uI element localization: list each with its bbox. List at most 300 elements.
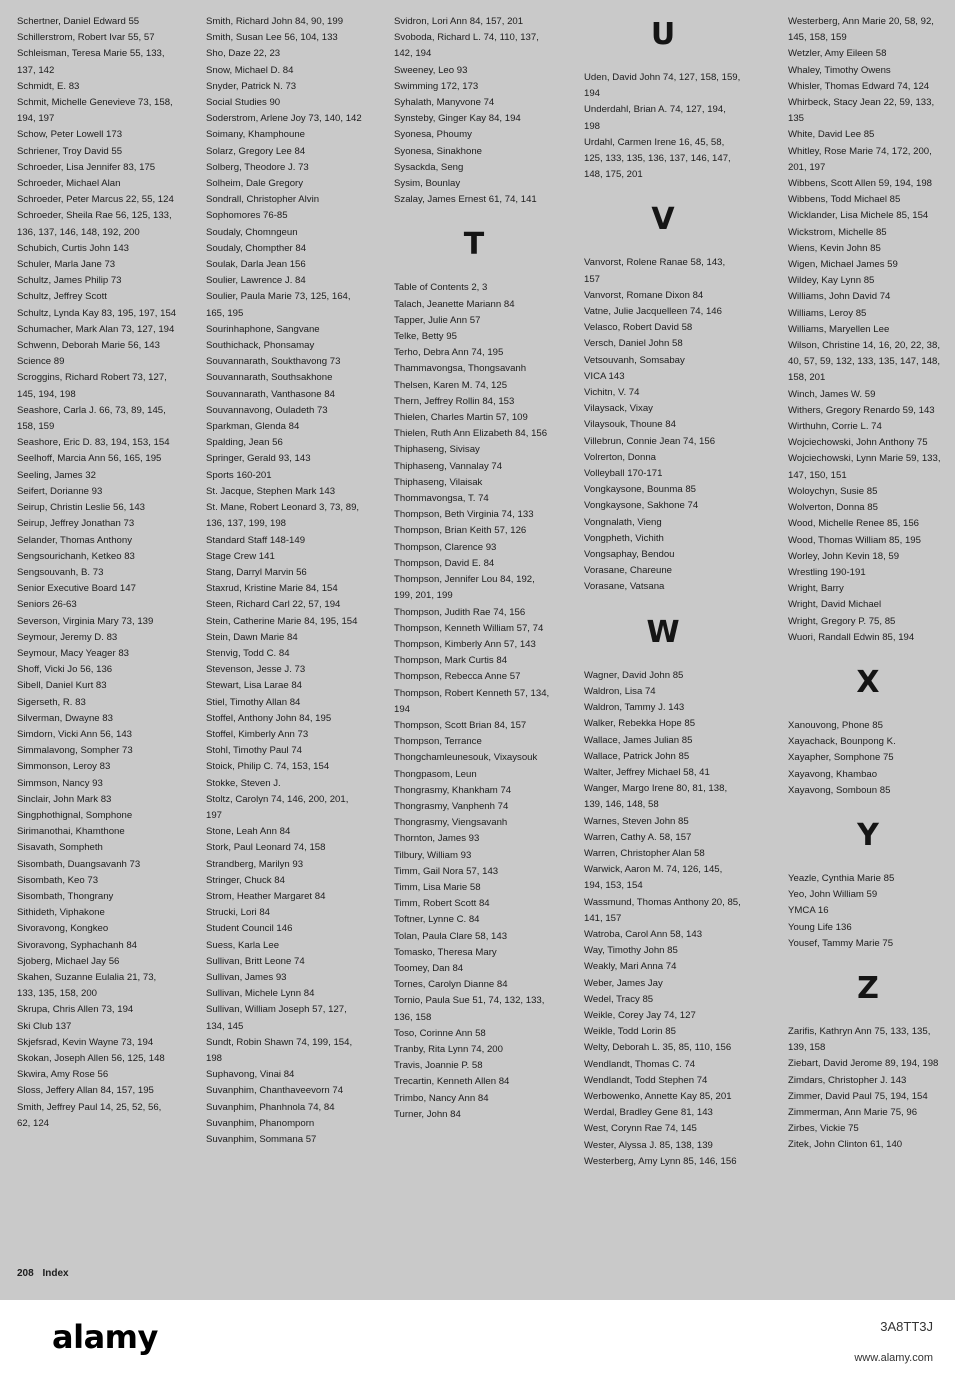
index-entry: Toftner, Lynne C. 84: [394, 914, 480, 926]
index-entry: Wester, Alyssa J. 85, 138, 139: [584, 1139, 713, 1151]
index-entry: Welty, Deborah L. 35, 85, 110, 156: [584, 1042, 732, 1054]
letter-heading: T: [463, 227, 485, 263]
index-entry: Wojciechowski, Lynn Marie 59, 133, 147, 150, 151: [788, 453, 941, 481]
index-entry: Skrupa, Chris Allen 73, 194: [17, 1004, 134, 1016]
index-entry: Sullivan, Britt Leone 74: [206, 955, 305, 967]
index-entry: Wagner, David John 85: [584, 669, 684, 681]
index-entry: Terho, Debra Ann 74, 195: [394, 347, 504, 359]
index-entry: Sports 160-201: [206, 469, 272, 481]
index-entry: Schwenn, Deborah Marie 56, 143: [17, 340, 160, 352]
index-entry: Wilson, Christine 14, 16, 20, 22, 38, 40, 57, 59, 132, 133, 135, 147, 148, 158, 201: [788, 340, 941, 384]
index-entry: Toso, Corinne Ann 58: [394, 1027, 486, 1039]
index-entry: Stenvig, Todd C. 84: [206, 647, 290, 659]
index-entry: Simdorn, Vicki Ann 56, 143: [17, 728, 133, 740]
index-entry: Souvannarath, Soukthavong 73: [206, 356, 341, 368]
index-entry: Wallace, Patrick John 85: [584, 750, 690, 762]
index-entry: Versch, Daniel John 58: [584, 338, 683, 350]
index-entry: Schleisman, Teresa Marie 55, 133, 137, 142: [17, 48, 165, 76]
index-entry: Sysackda, Seng: [394, 161, 464, 173]
index-entry: Sibell, Daniel Kurt 83: [17, 680, 107, 692]
index-entry: Schillerstrom, Robert Ivar 55, 57: [17, 32, 155, 44]
index-entry: Stiel, Timothy Allan 84: [206, 696, 301, 708]
index-entry: Wolverton, Donna 85: [788, 502, 878, 514]
index-entry: Thompson, Terrance: [394, 736, 482, 748]
index-entry: Soulier, Lawrence J. 84: [206, 275, 306, 287]
index-entry: Villebrun, Connie Jean 74, 156: [584, 435, 716, 447]
index-column-2: [206, 14, 366, 1148]
index-entry: Student Council 146: [206, 923, 293, 935]
index-entry: Soudaly, Chompther 84: [206, 242, 307, 254]
index-entry: Xayavong, Somboun 85: [788, 784, 891, 796]
index-entry: Xanouvong, Phone 85: [788, 719, 883, 731]
index-entry: Weikle, Corey Jay 74, 127: [584, 1009, 696, 1021]
index-entry: Thompson, Mark Curtis 84: [394, 655, 508, 667]
index-entry: Stokke, Steven J.: [206, 777, 281, 789]
index-entry: Ziebart, David Jerome 89, 194, 198: [788, 1058, 939, 1070]
index-entry: Wendlandt, Todd Stephen 74: [584, 1074, 708, 1086]
index-entry: Shoff, Vicki Jo 56, 136: [17, 664, 113, 676]
index-entry: Solheim, Dale Gregory: [206, 178, 304, 190]
index-entry: YMCA 16: [788, 905, 829, 917]
index-entry: Thompson, Brian Keith 57, 126: [394, 525, 527, 537]
index-entry: Seirup, Jeffrey Jonathan 73: [17, 518, 135, 530]
index-entry: Wassmund, Thomas Anthony 20, 85, 141, 157: [584, 896, 741, 924]
index-entry: Schroeder, Peter Marcus 22, 55, 124: [17, 194, 174, 206]
index-entry: Wojciechowski, John Anthony 75: [788, 437, 928, 449]
index-entry: Seelhoff, Marcia Ann 56, 165, 195: [17, 453, 162, 465]
index-entry: Table of Contents 2, 3: [394, 282, 488, 294]
index-entry: Soudaly, Chomngeun: [206, 226, 298, 238]
index-entry: Talach, Jeanette Mariann 84: [394, 298, 515, 310]
index-entry: Schriener, Troy David 55: [17, 145, 123, 157]
index-entry: Sigerseth, R. 83: [17, 696, 86, 708]
index-entry: Stone, Leah Ann 84: [206, 826, 291, 838]
index-entry: Trecartin, Kenneth Allen 84: [394, 1076, 510, 1088]
index-entry: Zimmer, David Paul 75, 194, 154: [788, 1090, 928, 1102]
index-entry: Williams, John David 74: [788, 291, 891, 303]
index-entry: Uden, David John 74, 127, 158, 159, 194: [584, 72, 741, 100]
page-footer: [17, 1268, 75, 1279]
index-entry: Simmonson, Leroy 83: [17, 761, 111, 773]
letter-heading: Z: [857, 970, 879, 1006]
index-entry: Sondrall, Christopher Alvin: [206, 194, 320, 206]
index-entry: Sisavath, Sompheth: [17, 842, 103, 854]
index-entry: Stein, Dawn Marie 84: [206, 631, 298, 643]
index-entry: Seirup, Christin Leslie 56, 143: [17, 502, 145, 514]
index-entry: Southichack, Phonsamay: [206, 340, 315, 352]
index-entry: Suess, Karla Lee: [206, 939, 280, 951]
index-entry: Wibbens, Scott Allen 59, 194, 198: [788, 178, 932, 190]
index-entry: Sparkman, Glenda 84: [206, 421, 300, 433]
index-entry: Thompson, Judith Rae 74, 156: [394, 606, 526, 618]
index-entry: Sophomores 76-85: [206, 210, 288, 222]
index-entry: Stage Crew 141: [206, 550, 275, 562]
index-entry: Thompson, Robert Kenneth 57, 134, 194: [394, 687, 550, 715]
index-entry: Wood, Michelle Renee 85, 156: [788, 518, 920, 530]
index-entry: Syonesa, Phoumy: [394, 129, 472, 141]
index-entry: Soimany, Khamphoune: [206, 129, 306, 141]
page-number: 208: [17, 1268, 34, 1279]
index-entry: Underdahl, Brian A. 74, 127, 194, 198: [584, 104, 726, 132]
index-entry: Thompson, David E. 84: [394, 557, 495, 569]
index-entry: Spalding, Jean 56: [206, 437, 283, 449]
index-entry: Schuler, Marla Jane 73: [17, 259, 116, 271]
index-entry: VICA 143: [584, 370, 625, 382]
index-entry: Tornes, Carolyn Dianne 84: [394, 979, 508, 991]
index-entry: Standard Staff 148-149: [206, 534, 306, 546]
index-entry: Senior Executive Board 147: [17, 583, 136, 595]
index-entry: Zarifis, Kathryn Ann 75, 133, 135, 139, 158: [788, 1025, 931, 1054]
index-entry: Seifert, Dorianne 93: [17, 485, 103, 497]
index-entry: Wedel, Tracy 85: [584, 993, 654, 1005]
index-entry: Swimming 172, 173: [394, 80, 479, 92]
index-entry: Solberg, Theodore J. 73: [206, 161, 309, 173]
index-entry: Toomey, Dan 84: [394, 962, 464, 974]
index-entry: Sivoravong, Kongkeo: [17, 923, 109, 935]
index-entry: Williams, Maryellen Lee: [788, 323, 890, 335]
index-entry: Schroeder, Sheila Rae 56, 125, 133, 136, 137, 146, 148, 192, 200: [17, 210, 172, 238]
index-entry: Sinclair, John Mark 83: [17, 793, 112, 805]
index-entry: Tilbury, William 93: [394, 849, 472, 861]
index-entry: Seymour, Macy Yeager 83: [17, 647, 129, 659]
index-entry: Walker, Rebekka Hope 85: [584, 718, 696, 730]
index-entry: Soderstrom, Arlene Joy 73, 140, 142: [206, 113, 362, 125]
index-entry: Thielen, Ruth Ann Elizabeth 84, 156: [394, 428, 548, 440]
index-entry: Timm, Gail Nora 57, 143: [394, 865, 499, 877]
index-entry: Sisombath, Thongrany: [17, 890, 114, 902]
index-entry: Simmson, Nancy 93: [17, 777, 103, 789]
index-entry: Skokan, Joseph Allen 56, 125, 148: [17, 1053, 165, 1064]
index-entry: White, David Lee 85: [788, 129, 875, 141]
index-entry: Sengsourichanh, Ketkeo 83: [17, 550, 135, 562]
index-entry: Trimbo, Nancy Ann 84: [394, 1092, 489, 1104]
letter-heading: W: [646, 614, 680, 650]
index-entry: Thern, Jeffrey Rollin 84, 153: [394, 395, 515, 407]
index-entry: Weakly, Mari Anna 74: [584, 961, 677, 973]
index-entry: Waldron, Lisa 74: [584, 685, 656, 697]
index-entry: Schmit, Michelle Genevieve 73, 158, 194, 197: [17, 97, 173, 125]
index-entry: Science 89: [17, 356, 65, 368]
index-entry: Volrerton, Donna: [584, 451, 656, 463]
index-entry: Weber, James Jay: [584, 977, 663, 989]
index-entry: Syhalath, Manyvone 74: [394, 97, 495, 109]
brand-logo: alamy: [52, 1318, 158, 1356]
index-entry: Withers, Gregory Renardo 59, 143: [788, 404, 935, 416]
index-entry: Syonesa, Sinakhone: [394, 145, 483, 157]
index-entry: Zirbes, Vickie 75: [788, 1123, 859, 1135]
index-entry: Sisombath, Duangsavanh 73: [17, 858, 141, 870]
index-entry: Schubich, Curtis John 143: [17, 242, 129, 254]
index-entry: Stang, Darryl Marvin 56: [206, 566, 307, 578]
index-entry: Singphothignal, Somphone: [17, 809, 133, 821]
index-entry: Seashore, Carla J. 66, 73, 89, 145, 158, 159: [17, 404, 166, 433]
index-entry: Vongkaysone, Bounma 85: [584, 484, 697, 496]
index-entry: Strucki, Lori 84: [206, 907, 270, 919]
index-entry: Telke, Betty 95: [394, 331, 457, 343]
index-column-1: [17, 14, 177, 1132]
index-entry: Stork, Paul Leonard 74, 158: [206, 842, 326, 854]
index-entry: Thompson, Kenneth William 57, 74: [394, 622, 544, 634]
image-id: 3A8TT3J: [880, 1319, 933, 1334]
index-entry: Thompson, Clarence 93: [394, 541, 497, 553]
index-entry: Smith, Jeffrey Paul 14, 25, 52, 56, 62, 124: [17, 1101, 162, 1129]
index-entry: Stevenson, Jesse J. 73: [206, 664, 306, 676]
index-entry: Vorasane, Chareune: [584, 565, 673, 577]
index-column-4: [584, 14, 742, 1170]
index-entry: Vatne, Julie Jacquelleen 74, 146: [584, 306, 722, 318]
index-entry: Schertner, Daniel Edward 55: [17, 16, 140, 27]
index-entry: Skwira, Amy Rose 56: [17, 1069, 109, 1081]
index-entry: Sullivan, James 93: [206, 971, 287, 983]
index-entry: Wickstrom, Michelle 85: [788, 226, 887, 238]
index-entry: Snow, Michael D. 84: [206, 64, 294, 76]
index-entry: Suvanphim, Chanthaveevorn 74: [206, 1085, 344, 1097]
index-entry: Suphavong, Vinai 84: [206, 1069, 295, 1081]
index-entry: Werdal, Bradley Gene 81, 143: [584, 1107, 713, 1119]
index-entry: Smith, Richard John 84, 90, 199: [206, 16, 344, 27]
index-entry: Wirthuhn, Corrie L. 74: [788, 421, 882, 433]
index-entry: Williams, Leroy 85: [788, 307, 867, 319]
index-entry: Sivoravong, Syphachanh 84: [17, 939, 138, 951]
index-entry: Vongkaysone, Sakhone 74: [584, 500, 699, 512]
index-entry: Sho, Daze 22, 23: [206, 48, 281, 60]
index-entry: Westerberg, Amy Lynn 85, 146, 156: [584, 1155, 737, 1167]
index-entry: Tapper, Julie Ann 57: [394, 314, 481, 326]
index-entry: St. Mane, Robert Leonard 3, 73, 89, 136, 137, 199, 198: [206, 502, 360, 530]
index-entry: Thompson, Kimberly Ann 57, 143: [394, 638, 536, 650]
index-entry: Svoboda, Richard L. 74, 110, 137, 142, 194: [394, 32, 539, 60]
index-entry: Schmidt, E. 83: [17, 80, 80, 92]
index-entry: Xayapher, Somphone 75: [788, 752, 894, 764]
index-entry: Sullivan, Michele Lynn 84: [206, 988, 315, 1000]
index-entry: Stoffel, Kimberly Ann 73: [206, 728, 309, 740]
index-entry: Souvannarath, Southsakhone: [206, 372, 333, 384]
index-entry: Wetzler, Amy Eileen 58: [788, 48, 887, 60]
index-entry: Thiphaseng, Vilaisak: [394, 476, 483, 488]
index-entry: Smith, Susan Lee 56, 104, 133: [206, 32, 338, 44]
index-entry: Vongnalath, Vieng: [584, 516, 662, 528]
index-entry: Sjoberg, Michael Jay 56: [17, 955, 120, 967]
index-entry: Thornton, James 93: [394, 833, 480, 845]
index-entry: Young Life 136: [788, 921, 852, 933]
index-entry: Worley, John Kevin 18, 59: [788, 550, 900, 562]
index-entry: Seeling, James 32: [17, 469, 96, 481]
index-entry: Thielen, Charles Martin 57, 109: [394, 412, 528, 424]
section-title: Index: [42, 1268, 69, 1279]
index-entry: Tolan, Paula Clare 58, 143: [394, 930, 508, 942]
index-entry: Wright, Barry: [788, 583, 844, 595]
index-entry: Svidron, Lori Ann 84, 157, 201: [394, 16, 524, 27]
index-entry: Werbowenko, Annette Kay 85, 201: [584, 1090, 732, 1102]
index-entry: Thompson, Scott Brian 84, 157: [394, 719, 527, 731]
index-entry: Vanvorst, Rolene Ranae 58, 143, 157: [584, 257, 726, 285]
index-entry: Thompson, Rebecca Anne 57: [394, 671, 521, 683]
index-entry: Wood, Thomas William 85, 195: [788, 534, 921, 546]
index-column-5: [788, 14, 948, 1154]
index-entry: Springer, Gerald 93, 143: [206, 453, 311, 465]
index-entry: Silverman, Dwayne 83: [17, 712, 113, 724]
index-entry: Thompson, Beth Virginia 74, 133: [394, 509, 534, 521]
index-entry: Suvanphim, Phanomporn: [206, 1117, 315, 1129]
index-entry: Stringer, Chuck 84: [206, 874, 285, 886]
index-entry: Wiens, Kevin John 85: [788, 242, 881, 254]
index-entry: Waldron, Tammy J. 143: [584, 702, 685, 714]
index-entry: Stein, Catherine Marie 84, 195, 154: [206, 615, 358, 627]
index-entry: Sourinhaphone, Sangvane: [206, 323, 320, 335]
index-entry: Schumacher, Mark Alan 73, 127, 194: [17, 323, 175, 335]
index-entry: Whirbeck, Stacy Jean 22, 59, 133, 135: [788, 97, 935, 125]
index-entry: Timm, Lisa Marie 58: [394, 881, 481, 893]
index-entry: Sengsouvanh, B. 73: [17, 566, 104, 578]
index-entry: Steen, Richard Carl 22, 57, 194: [206, 599, 341, 611]
index-entry: Soulier, Paula Marie 73, 125, 164, 165, 195: [206, 291, 351, 319]
index-entry: Souvannavong, Ouladeth 73: [206, 404, 328, 416]
index-entry: Warren, Cathy A. 58, 157: [584, 831, 692, 843]
index-entry: Strandberg, Marilyn 93: [206, 858, 304, 870]
index-entry: Vilaysack, Vixay: [584, 403, 653, 415]
index-entry: St. Jacque, Stephen Mark 143: [206, 485, 336, 497]
index-entry: Thiphaseng, Vannalay 74: [394, 460, 503, 472]
index-entry: Simmalavong, Sompher 73: [17, 745, 133, 757]
index-entry: Watroba, Carol Ann 58, 143: [584, 928, 703, 940]
index-entry: Thongrasmy, Viengsavanh: [394, 817, 508, 829]
index-entry: Thongpasom, Leun: [394, 768, 477, 780]
index-entry: Wildey, Kay Lynn 85: [788, 275, 875, 287]
index-entry: Selander, Thomas Anthony: [17, 534, 133, 546]
index-entry: Weikle, Todd Lorin 85: [584, 1026, 676, 1038]
index-entry: Schultz, Jeffrey Scott: [17, 291, 107, 303]
index-entry: Skahen, Suzanne Eulalia 21, 73, 133, 135, 158, 200: [17, 971, 157, 1000]
index-entry: Timm, Robert Scott 84: [394, 898, 490, 910]
index-entry: Woloychyn, Susie 85: [788, 485, 878, 497]
index-entry: Stoltz, Carolyn 74, 146, 200, 201, 197: [206, 793, 349, 821]
index-entry: Social Studies 90: [206, 97, 281, 109]
index-entry: Vongsaphay, Bendou: [584, 549, 675, 561]
index-entry: Szalay, James Ernest 61, 74, 141: [394, 194, 537, 206]
index-entry: Yeo, John William 59: [788, 889, 878, 901]
index-entry: Synsteby, Ginger Kay 84, 194: [394, 113, 521, 125]
index-entry: Thongrasmy, Khankham 74: [394, 784, 512, 796]
index-entry: Vongpheth, Vichith: [584, 532, 664, 544]
index-entry: Tornio, Paula Sue 51, 74, 132, 133, 136, 158: [394, 995, 545, 1023]
index-entry: Wallace, James Julian 85: [584, 734, 693, 746]
letter-heading: Y: [857, 817, 879, 853]
index-entry: Yeazle, Cynthia Marie 85: [788, 872, 895, 884]
index-entry: Stoffel, Anthony John 84, 195: [206, 712, 332, 724]
index-entry: Vanvorst, Romane Dixon 84: [584, 289, 704, 301]
index-entry: Westerberg, Ann Marie 20, 58, 92, 145, 158, 159: [788, 16, 934, 44]
index-entry: Whitley, Rose Marie 74, 172, 200, 201, 197: [788, 145, 932, 173]
index-entry: Way, Timothy John 85: [584, 945, 678, 957]
index-entry: Wigen, Michael James 59: [788, 259, 898, 271]
index-entry: Zimdars, Christopher J. 143: [788, 1074, 907, 1086]
index-entry: Solarz, Gregory Lee 84: [206, 145, 306, 157]
letter-heading: X: [856, 664, 880, 700]
index-entry: Wendlandt, Thomas C. 74: [584, 1058, 696, 1070]
index-entry: Sloss, Jeffery Allan 84, 157, 195: [17, 1085, 154, 1097]
index-entry: Warwick, Aaron M. 74, 126, 145, 194, 153, 154: [584, 864, 723, 892]
index-entry: Zitek, John Clinton 61, 140: [788, 1139, 903, 1151]
index-entry: Thammavongsa, Thongsavanh: [394, 363, 527, 375]
letter-heading: V: [651, 202, 675, 238]
index-entry: Wright, David Michael: [788, 599, 882, 611]
index-entry: Schultz, James Philip 73: [17, 275, 122, 287]
index-entry: Sundt, Robin Shawn 74, 199, 154, 198: [206, 1036, 353, 1064]
index-entry: Turner, John 84: [394, 1108, 461, 1120]
index-entry: Warnes, Steven John 85: [584, 815, 689, 827]
index-entry: Staxrud, Kristine Marie 84, 154: [206, 583, 338, 595]
index-entry: Xayavong, Khambao: [788, 768, 878, 780]
index-entry: Schow, Peter Lowell 173: [17, 129, 123, 141]
index-entry: Souvannarath, Vanthasone 84: [206, 388, 335, 400]
index-entry: Schroeder, Michael Alan: [17, 178, 121, 190]
index-entry: Warren, Christopher Alan 58: [584, 847, 705, 859]
index-entry: Schroeder, Lisa Jennifer 83, 175: [17, 161, 156, 173]
index-entry: Severson, Virginia Mary 73, 139: [17, 615, 154, 627]
index-entry: Wright, Gregory P. 75, 85: [788, 615, 896, 627]
index-entry: Skjefsrad, Kevin Wayne 73, 194: [17, 1036, 154, 1048]
index-entry: Winch, James W. 59: [788, 388, 876, 400]
index-entry: Seniors 26-63: [17, 599, 77, 611]
index-entry: Wicklander, Lisa Michele 85, 154: [788, 210, 929, 222]
index-entry: Volleyball 170-171: [584, 468, 663, 480]
index-entry: Suvanphim, Phanhnola 74, 84: [206, 1101, 335, 1113]
index-entry: Urdahl, Carmen Irene 16, 45, 58, 125, 133, 135, 136, 137, 146, 147, 148, 175, 201: [584, 136, 731, 181]
index-entry: Suvanphim, Sommana 57: [206, 1134, 317, 1146]
index-entry: Seymour, Jeremy D. 83: [17, 631, 118, 643]
index-entry: Xayachack, Bounpong K.: [788, 736, 896, 748]
index-entry: Wanger, Margo Irene 80, 81, 138, 139, 146, 148, 58: [584, 783, 728, 811]
index-entry: Sithideth, Viphakone: [17, 907, 105, 919]
index-entry: Vetsouvanh, Somsabay: [584, 354, 685, 366]
index-entry: Thongchamleunesouk, Vixaysouk: [394, 752, 538, 764]
index-entry: Sisombath, Keo 73: [17, 874, 99, 886]
index-entry: Sweeney, Leo 93: [394, 64, 468, 76]
index-entry: Tomasko, Theresa Mary: [394, 946, 497, 958]
index-entry: Sysim, Bounlay: [394, 178, 461, 190]
letter-heading: U: [650, 17, 676, 52]
site-url: www.alamy.com: [854, 1352, 933, 1364]
index-entry: Vilaysouk, Thoune 84: [584, 419, 676, 431]
index-entry: West, Corynn Rae 74, 145: [584, 1123, 697, 1135]
index-entry: Thongrasmy, Vanphenh 74: [394, 800, 509, 812]
index-entry: Stohl, Timothy Paul 74: [206, 745, 302, 757]
index-entry: Snyder, Patrick N. 73: [206, 80, 297, 92]
index-entry: Yousef, Tammy Marie 75: [788, 937, 894, 949]
index-entry: Thommavongsa, T. 74: [394, 493, 489, 505]
index-column-3: [394, 14, 554, 1123]
index-entry: Seashore, Eric D. 83, 194, 153, 154: [17, 437, 170, 449]
index-entry: Walter, Jeffrey Michael 58, 41: [584, 766, 710, 778]
index-entry: Travis, Joannie P. 58: [394, 1060, 483, 1072]
index-entry: Whaley, Timothy Owens: [788, 64, 891, 76]
index-entry: Vichitn, V. 74: [584, 387, 640, 399]
index-entry: Tranby, Rita Lynn 74, 200: [394, 1043, 503, 1055]
index-entry: Ski Club 137: [17, 1020, 72, 1032]
index-entry: Sullivan, William Joseph 57, 127, 134, 145: [206, 1004, 347, 1032]
index-entry: Stoick, Philip C. 74, 153, 154: [206, 761, 330, 773]
index-entry: Whisler, Thomas Edward 74, 124: [788, 80, 930, 92]
index-entry: Velasco, Robert David 58: [584, 322, 693, 334]
index-entry: Thelsen, Karen M. 74, 125: [394, 379, 508, 391]
index-entry: Thompson, Jennifer Lou 84, 192, 199, 201, 199: [394, 574, 535, 602]
index-entry: Scroggins, Richard Robert 73, 127, 145, 194, 198: [17, 372, 167, 400]
index-entry: Stewart, Lisa Larae 84: [206, 680, 302, 692]
index-entry: Thiphaseng, Sivisay: [394, 444, 480, 456]
index-entry: Wuori, Randall Edwin 85, 194: [788, 631, 915, 643]
index-entry: Schultz, Lynda Kay 83, 195, 197, 154: [17, 307, 177, 319]
index-entry: Vorasane, Vatsana: [584, 581, 665, 593]
